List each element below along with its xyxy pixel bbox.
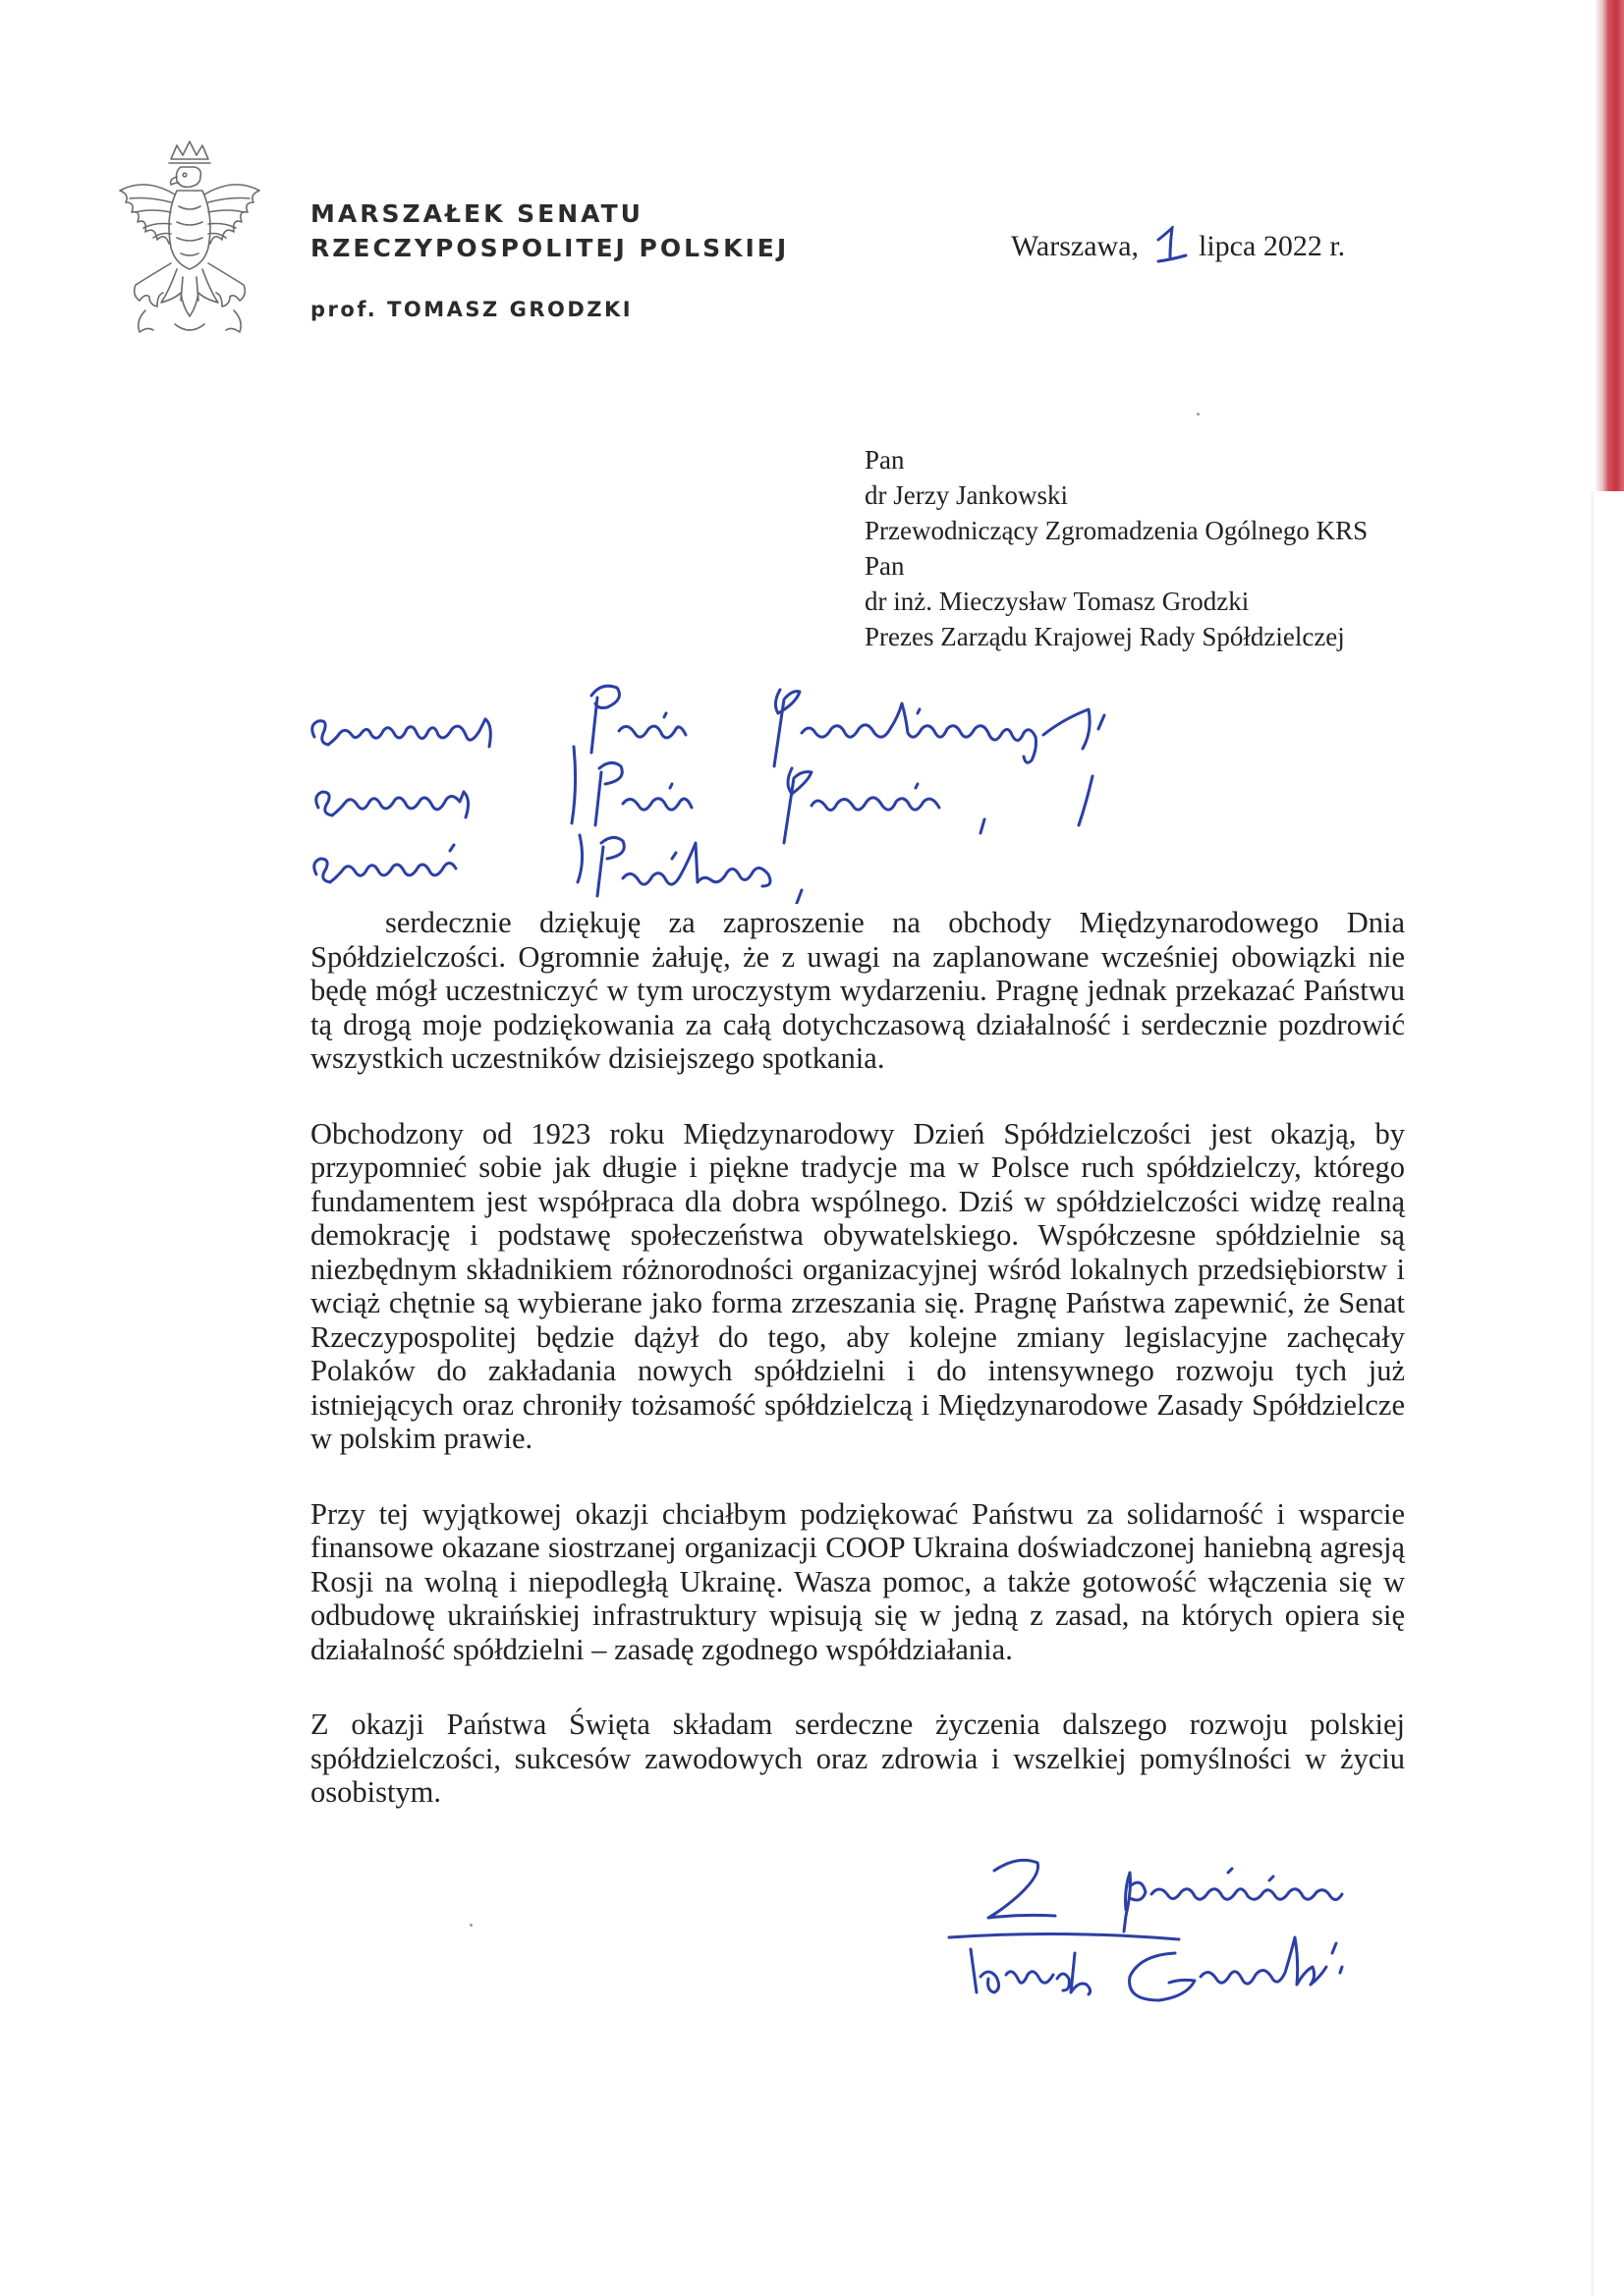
date-rest: lipca 2022 r.	[1199, 230, 1346, 262]
body-paragraph: Z okazji Państwa Święta składam serdeczne życzenia dalszego rozwoju polskiej spółdzielczości, sukcesów zawodowych oraz zdrowia i wszelkiej pomyślności w życiu osobistym.	[310, 1708, 1405, 1809]
body-paragraph: Przy tej wyjątkowej okazji chciałbym podziękować Państwu za solidarność i wsparcie finansowe okazane siostrzanej organizacji COOP Ukraina doświadczonej haniebną agresją Rosji na wolną i niepodległą Ukrainę. Wasza pomoc, a także gotowość włączenia się w odbudowę ukraińskiej infrastruktury wpisują się w jedną z zasad, na których opiera się działalność spółdzielni – zasadę zgodnego współdziałania.	[310, 1496, 1405, 1666]
scan-speck	[1197, 413, 1200, 416]
office-title-line1: MARSZAŁEK SENATU	[310, 199, 644, 228]
salutation-line: Szanowny Panie Przewodniczący,	[307, 678, 323, 679]
handwritten-day	[1147, 226, 1192, 265]
scan-edge-shadow	[1591, 491, 1595, 2296]
office-title-line2: RZECZYPOSPOLITEJ POLSKIEJ	[310, 234, 790, 262]
body-paragraph: serdecznie dziękuję za zaproszenie na obchody Międzynarodowego Dnia Spółdzielczości. Ogromnie żałuję, że z uwagi na zaplanowane wcześniej obowiązki nie będę mógł uczestniczyć w tym uroczystym wydarzeniu. Pragnę jednak przekazać Państwu tą drogą moje podziękowania za całą dotychczasową działalność i serdecznie pozdrowić wszystkich uczestników dzisiejszego spotkania.	[310, 906, 1405, 1075]
recipient-line: Przewodniczący Zgromadzenia Ogólnego KRS	[865, 516, 1369, 545]
body-paragraph: Obchodzony od 1923 roku Międzynarodowy Dzień Spółdzielczości jest okazją, by przypomnieć sobie jak długie i piękne tradycje ma w Polsce ruch spółdzielczy, którego fundamentem jest współpraca dla dobra wspólnego. Dziś w spółdzielczości widzę realną demokrację i podstawę społeczeństwa obywatelskiego. Współczesne spółdzielnie są niezbędnym składnikiem różnorodności organizacyjnej wśród lokalnych przedsiębiorstw i wciąż chętnie są wybierane jako forma zrzeszania się. Pragnę Państwa zapewnić, że Senat Rzeczypospolitej będzie dążył do tego, aby kolejne zmiany legislacyjne zachęcały Polaków do zakładania nowych spółdzielni i do intensywnego rozwoju tych już istniejących oraz chroniły tożsamość spółdzielczą i Międzynarodowe Zasady Spółdzielcze w polskim prawie.	[310, 1116, 1405, 1455]
scan-red-edge	[1595, 0, 1624, 491]
recipient-line: dr Jerzy Jankowski	[865, 480, 1068, 510]
recipient-line: Pan	[865, 551, 905, 581]
letterhead	[310, 196, 789, 265]
scan-speck	[470, 1924, 473, 1927]
recipient-line: Pan	[865, 445, 905, 475]
handwritten-closing-signature	[924, 1847, 1474, 2044]
polish-eagle-emblem	[106, 138, 273, 344]
handwritten-salutation	[307, 678, 1210, 904]
date-place: Warszawa,	[1011, 230, 1140, 262]
letter-body	[310, 906, 1405, 1851]
recipient-line: Prezes Zarządu Krajowej Rady Spółdzielczej	[865, 622, 1345, 651]
recipient-line: dr inż. Mieczysław Tomasz Grodzki	[865, 587, 1250, 616]
recipients-block	[865, 442, 1368, 654]
dateline	[1011, 226, 1345, 265]
author-name: prof. TOMASZ GRODZKI	[310, 298, 634, 321]
